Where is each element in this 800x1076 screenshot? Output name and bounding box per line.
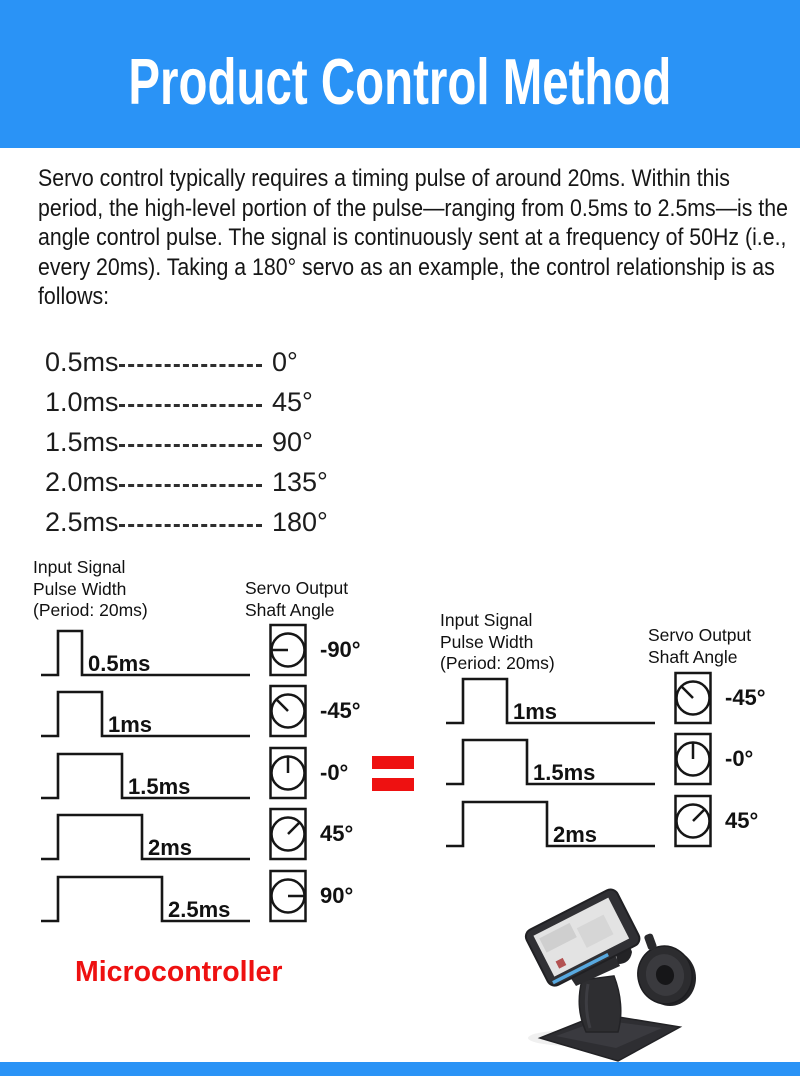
servo-output-label: Servo Output Shaft Angle <box>648 625 752 667</box>
shaft-angle-label: 45° <box>320 821 354 847</box>
footer-bar <box>0 1062 800 1076</box>
servo-dial-icon <box>268 683 308 739</box>
input-signal-label: Input Signal Pulse Width (Period: 20ms) <box>440 610 555 673</box>
angle-value: 90° <box>272 426 313 457</box>
shaft-angle-label: -45° <box>725 684 766 710</box>
equals-bar <box>372 756 414 769</box>
pulse-width-label: 1ms <box>108 712 153 737</box>
pulse-width-label: 2ms <box>148 835 193 860</box>
diagram-rows <box>440 664 766 849</box>
equals-bar <box>372 778 414 791</box>
dash-line <box>119 524 262 527</box>
diagram-row <box>33 739 361 801</box>
servo-dial-icon <box>673 670 713 726</box>
shaft-angle-label: -45° <box>320 698 361 724</box>
pulse-waveform <box>40 689 252 739</box>
pulse-value: 0.5ms <box>45 346 119 377</box>
servo-dial-icon <box>268 868 308 924</box>
diagram-row <box>33 678 361 740</box>
pulse-waveform <box>40 812 252 862</box>
pulse-waveform <box>445 799 657 849</box>
pulse-width-label: 1.5ms <box>533 760 596 785</box>
pulse-waveform <box>40 628 252 678</box>
microcontroller-label: Microcontroller <box>75 956 283 988</box>
angle-value: 0° <box>272 346 298 377</box>
dash-line <box>119 404 262 407</box>
servo-output-label: Servo Output Shaft Angle <box>245 578 349 620</box>
equals-symbol <box>372 756 414 800</box>
diagram-rows <box>33 616 361 924</box>
angle-value: 180° <box>272 506 328 537</box>
right-pulse-diagram <box>440 610 770 860</box>
list-item <box>45 342 328 382</box>
pulse-waveform <box>40 751 252 801</box>
diagram-row <box>440 787 766 849</box>
left-pulse-diagram <box>33 557 393 932</box>
servo-dial-icon <box>268 622 308 678</box>
diagram-row <box>440 726 766 788</box>
pulse-width-label: 1ms <box>513 698 558 724</box>
pulse-value: 1.5ms <box>45 426 119 457</box>
pulse-waveform <box>445 676 657 726</box>
diagram-row <box>33 801 361 863</box>
diagram-row <box>440 664 766 726</box>
list-item <box>45 502 328 542</box>
pulse-value: 1.0ms <box>45 386 119 417</box>
pulse-value: 2.5ms <box>45 506 119 537</box>
diagram-row <box>33 616 361 678</box>
list-item <box>45 382 328 422</box>
shaft-angle-label: -0° <box>320 759 349 785</box>
dash-line <box>119 484 262 487</box>
servo-dial-icon <box>268 745 308 801</box>
header-banner <box>0 0 800 148</box>
shaft-angle-label: 45° <box>725 807 759 833</box>
angle-value: 45° <box>272 386 313 417</box>
input-signal-label: Input Signal Pulse Width (Period: 20ms) <box>33 557 148 620</box>
list-item <box>45 422 328 462</box>
shaft-angle-label: -90° <box>320 636 361 662</box>
intro-paragraph: Servo control typically requires a timing pulse of around 20ms. Within this period, the high-level portion of the pulse—ranging from 0.5ms to 2.5ms—is the angle control pulse. The signal is continuously sent at a frequency of 50Hz (i.e., every 20ms). Taking a 180° servo as an example, the control relationship is as follows: <box>38 165 788 310</box>
servo-dial-icon <box>673 793 713 849</box>
diagram-row <box>33 862 361 924</box>
angle-value: 135° <box>272 466 328 497</box>
pulse-width-label: 1.5ms <box>128 773 191 799</box>
pulse-width-label: 0.5ms <box>88 650 151 676</box>
servo-dial-icon <box>673 731 713 787</box>
pulse-waveform <box>40 874 252 924</box>
pulse-width-label: 2.5ms <box>168 896 231 922</box>
pulse-value: 2.0ms <box>45 466 119 497</box>
pulse-waveform <box>445 737 657 787</box>
dash-line <box>119 444 262 447</box>
shaft-angle-label: -0° <box>725 746 754 772</box>
page-title: Product Control Method <box>128 44 672 118</box>
list-item <box>45 462 328 502</box>
rc-transmitter-image <box>522 888 700 1066</box>
pulse-width-label: 2ms <box>553 821 598 847</box>
servo-dial-icon <box>268 806 308 862</box>
shaft-angle-label: 90° <box>320 882 354 908</box>
pulse-angle-list <box>45 342 328 542</box>
dash-line <box>119 364 262 367</box>
